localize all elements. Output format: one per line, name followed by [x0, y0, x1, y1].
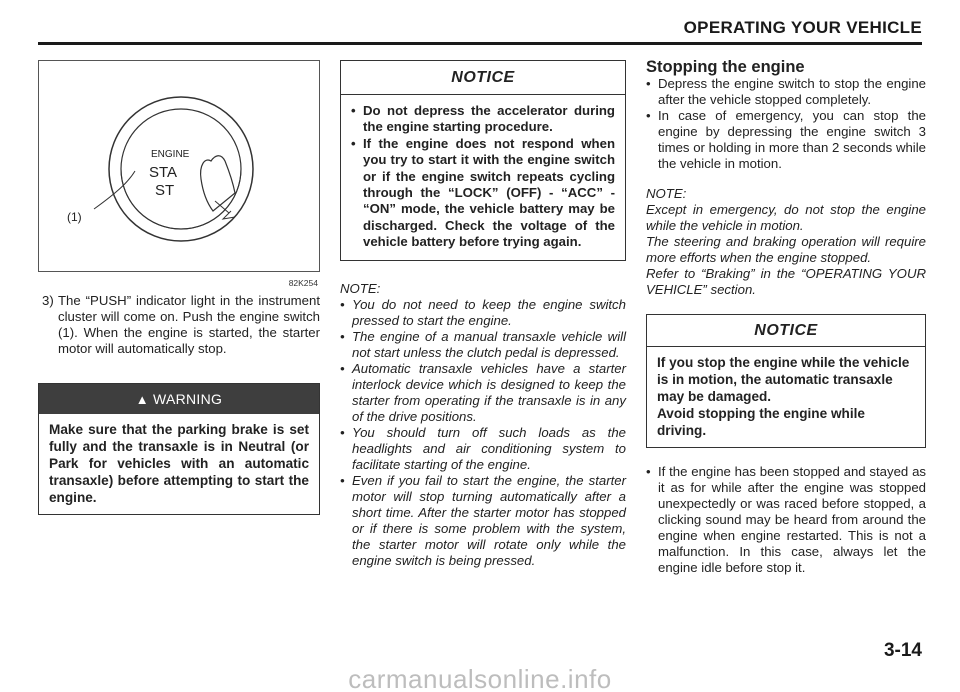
notice-item-text: If the engine does not respond when you try to start it with the engine switch or if the engine switch repeats cycling through the “LOCK” (OFF) - “ACC” - “ON” mode, the vehicle battery may be discharged. Check the voltage of the vehicle battery before trying again. [363, 135, 615, 250]
notice-title: NOTICE [341, 61, 625, 95]
warning-triangle-icon: ▲ [135, 392, 149, 407]
note-item [340, 473, 626, 569]
warning-box [38, 383, 320, 515]
notice-line: If you stop the engine while the vehicle is in motion, the automatic transaxle may be damaged. [657, 355, 910, 404]
note-line: The steering and braking operation will require more efforts when the engine stopped. [646, 234, 926, 265]
column-left [38, 60, 320, 515]
figure-label-engine: ENGINE [151, 149, 190, 160]
bullet: • [351, 103, 356, 118]
notice-item [351, 136, 615, 251]
notice-body [341, 95, 625, 260]
bullet: • [340, 424, 345, 440]
warning-header [39, 384, 319, 414]
notice-item-text: Do not depress the accelerator during the engine starting procedure. [363, 103, 615, 135]
list-item [646, 108, 926, 172]
bullet: • [646, 108, 651, 123]
note-item [340, 425, 626, 473]
note-list [340, 297, 626, 569]
bullet: • [340, 472, 345, 488]
notice-item [351, 103, 615, 136]
bullet: • [646, 464, 651, 479]
bullet: • [646, 76, 651, 91]
figure-label-stop: ST [155, 182, 175, 199]
stopping-list [646, 76, 926, 172]
list-item [646, 76, 926, 108]
note-label: NOTE: [646, 186, 687, 201]
note-item-text: You do not need to keep the engine switch pressed to start the engine. [352, 296, 626, 328]
notice-box [340, 60, 626, 261]
column-right [646, 58, 926, 576]
step-text: The “PUSH” indicator light in the instrument cluster will come on. Push the engine switch (1). When the engine is started, the starter motor will automatically stop. [58, 293, 320, 356]
engine-switch-illustration [39, 61, 319, 271]
warning-text: Make sure that the parking brake is set fully and the transaxle is in Neutral (or Park for vehicles with an automatic transaxle) before attempting to start the engine. [49, 422, 309, 505]
warning-title: WARNING [152, 391, 223, 407]
note-item [340, 361, 626, 425]
bullet: • [340, 328, 345, 344]
note-item-text: The engine of a manual transaxle vehicle will not start unless the clutch pedal is depressed. [352, 328, 626, 360]
list-item-text: Depress the engine switch to stop the engine after the vehicle stopped completely. [658, 76, 926, 107]
note-line: Refer to “Braking” in the “OPERATING YOUR VEHICLE” section. [646, 266, 926, 297]
figure-label-start: STA [149, 164, 178, 181]
notice-title: NOTICE [647, 315, 925, 347]
note-item-text: Automatic transaxle vehicles have a starter interlock device which is designed to keep the starter from operating if the transaxle is in any of the drive positions. [352, 360, 626, 424]
figure-code: 82K254 [288, 278, 318, 288]
page-header-title: OPERATING YOUR VEHICLE [683, 18, 922, 37]
header-rule [38, 42, 922, 45]
step-number: 3) [42, 293, 54, 308]
after-list [646, 464, 926, 576]
bullet: • [351, 135, 356, 151]
engine-switch-figure [38, 60, 320, 272]
list-item-text: In case of emergency, you can stop the engine by depressing the engine switch 3 times or holding in more than 2 seconds while the vehicle in motion. [658, 108, 926, 171]
note-line: Except in emergency, do not stop the engine while the vehicle in motion. [646, 202, 926, 233]
figure-callout: (1) [67, 210, 82, 224]
list-item [646, 464, 926, 576]
list-item-text: If the engine has been stopped and stayed as it as for while after the engine was stopped unexpectedly or was raced before stopped, a clicking sound may be heard from around the engine when engine restarted. This is not a malfunction. In this case, always let the engine idle before stop it. [658, 464, 926, 575]
note-item [340, 329, 626, 361]
notice-box [646, 314, 926, 448]
note-item-text: You should turn off such loads as the headlights and air conditioning system to facilitate starting of the engine. [352, 424, 626, 472]
watermark: carmanualsonline.info [348, 664, 612, 692]
note-item-text: Even if you fail to start the engine, the starter motor will stop turning automatically after a short time. After the starter motor has stopped or if there is some problem with the system, the starter motor will rotate only while the engine switch is being pressed. [352, 472, 626, 568]
page-number: 3-14 [883, 640, 922, 661]
step-3 [38, 293, 320, 357]
bullet: • [340, 360, 345, 376]
note-item [340, 297, 626, 329]
notice-line: Avoid stopping the engine while driving. [657, 406, 865, 438]
column-middle [340, 60, 626, 569]
notice-body [647, 347, 925, 447]
note-label: NOTE: [340, 280, 381, 296]
section-title: Stopping the engine [646, 58, 805, 76]
bullet: • [340, 296, 345, 312]
